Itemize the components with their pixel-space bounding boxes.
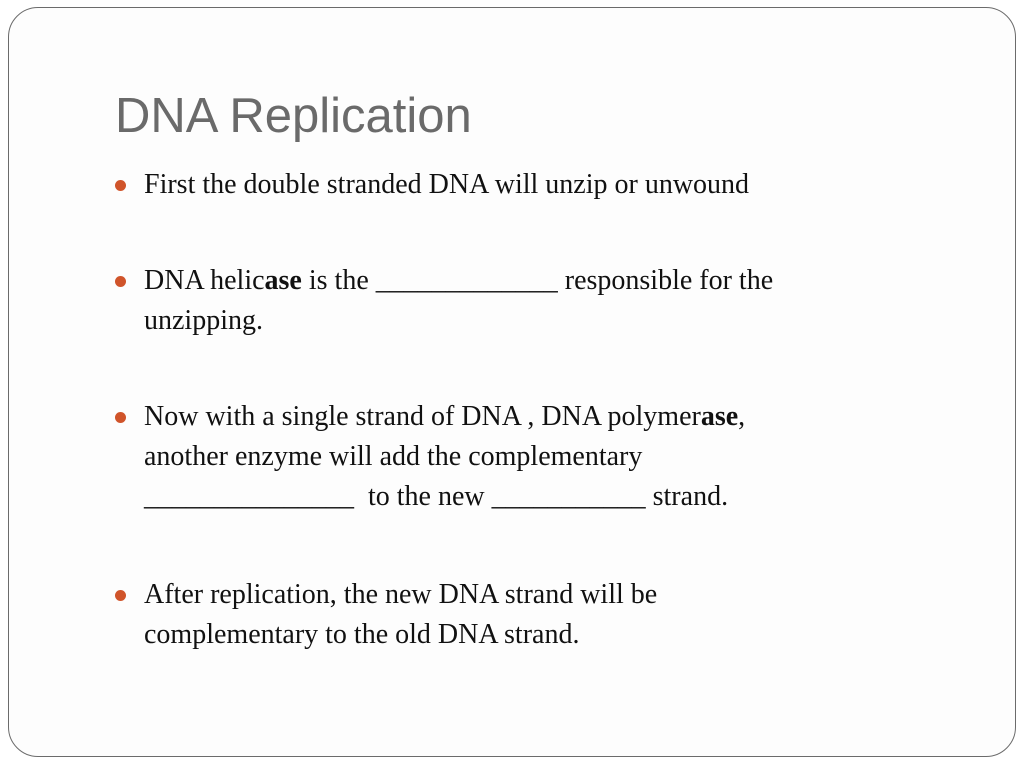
bullet-item [113,575,913,655]
bullet-text-line: After replication, the new DNA strand will be [144,579,658,610]
bullet-text-line [144,261,913,301]
bold-suffix: ase [264,265,302,296]
bold-suffix: ase [700,401,739,432]
bullet-text-line: complementary to the old DNA strand. [144,619,580,650]
bullet-text-line: another enzyme will add the complementary [144,441,643,472]
bullet-item [113,397,913,517]
bullet-text-line: First the double stranded DNA will unzip or unwound [144,169,750,200]
bullet-item [113,261,913,341]
bullet-list [113,165,913,655]
bullet-dot-icon [115,276,126,287]
bullet-dot-icon [115,180,126,191]
text-run: , [738,401,746,432]
bullet-item [113,165,913,205]
bullet-text-line [144,397,913,437]
bullet-text-line: _______________ to the new ___________ strand. [144,481,729,512]
bullet-dot-icon [115,412,126,423]
text-run: Now with a single strand of DNA , DNA polymer [144,401,701,432]
bullet-text-line: unzipping. [144,305,263,336]
text-run: is the _____________ responsible for the [301,265,774,296]
bullet-dot-icon [115,590,126,601]
slide-title: DNA Replication [115,89,472,143]
text-run: DNA helic [144,265,265,296]
